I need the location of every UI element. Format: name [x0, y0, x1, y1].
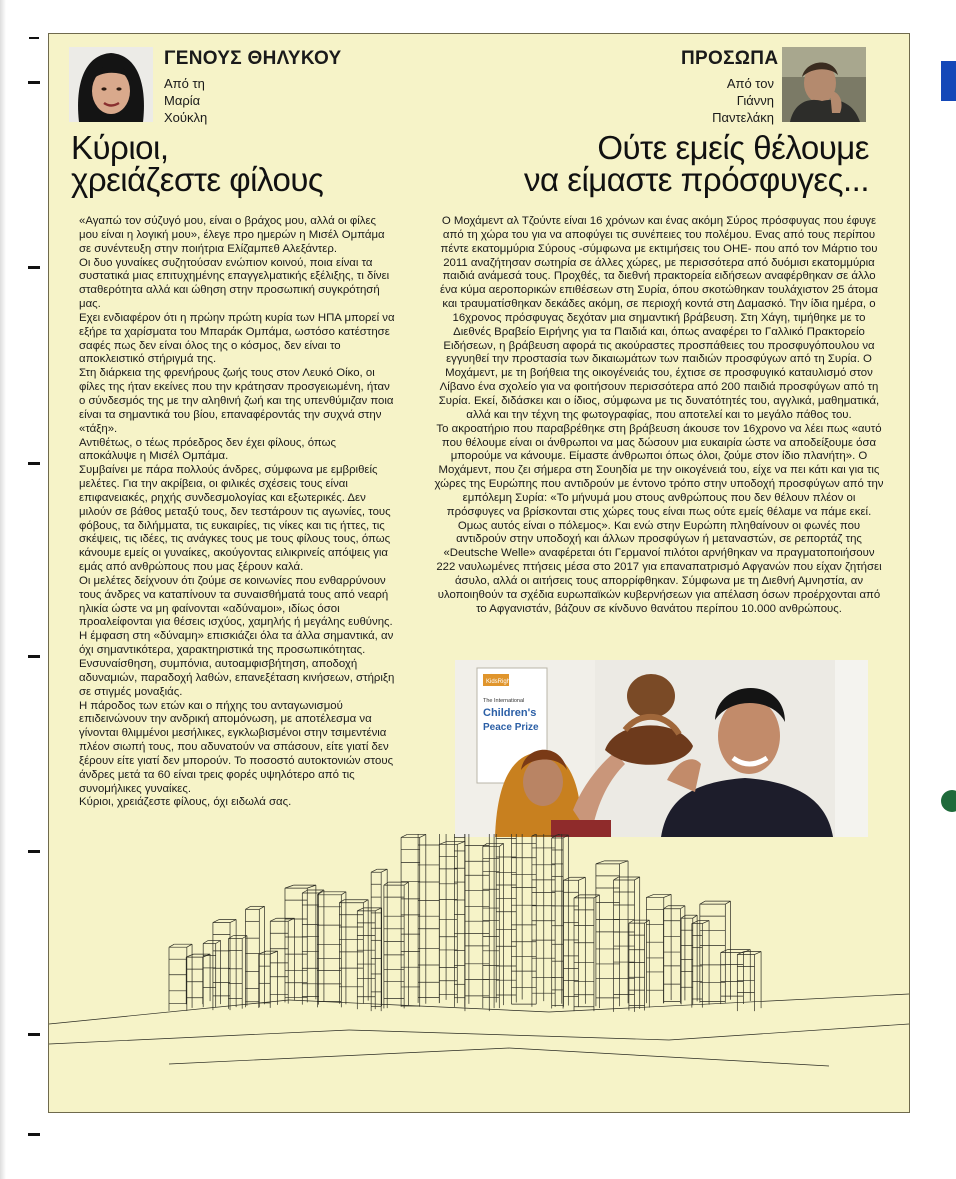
section-label-left: ΓΕΝΟΥΣ ΘΗΛΥΚΟΥ	[164, 48, 342, 69]
color-registration-dot	[941, 790, 956, 812]
crop-mark	[28, 1133, 40, 1136]
byline-right	[689, 75, 774, 126]
byline-line: Μαρία	[164, 93, 201, 108]
section-label-right: ΠΡΟΣΩΠΑ	[681, 48, 779, 69]
article-body-left	[79, 215, 395, 810]
crop-mark	[28, 462, 40, 465]
article-body-right	[434, 215, 884, 616]
newspaper-page	[48, 33, 910, 1113]
paragraph: Η πάροδος των ετών και ο πήχης του ανταγωνισμού επιδεινώνουν την ανδρική απομόνωση, με αποτέλεσμα να γίνονται θλιμμένοι μεσήλικες, εγκλωβισμένοι στην τσιμεντένια πλέον σιωπή τους, που αδυνατούν να σπάσουν, είτε γιατί δεν ξέρουν είτε γιατί δεν μπορούν. Το ποσοστό αυτοκτονιών στους άνδρες μετά τα 60 είναι τρεις φορές υψηλότερο από τις συνομήλικες γυναίκες.	[79, 699, 394, 795]
award-photo	[455, 660, 868, 837]
banner-line: Peace Prize	[483, 722, 539, 733]
byline-line: Χούκλη	[164, 110, 208, 125]
byline-line: Από τον	[726, 76, 774, 91]
headline-line: να είμαστε πρόσφυγες...	[524, 161, 869, 198]
byline-line: Παντελάκη	[712, 110, 774, 125]
headline-right	[409, 129, 869, 198]
paragraph: Συμβαίνει με πάρα πολλούς άνδρες, σύμφωνα με εμβριθείς μελέτες. Για την ακρίβεια, οι φιλικές σχέσεις τους είναι επιφανειακές, ρηχής συνδεσμολογίας και εξωτερικές. Δεν μιλούν σε βάθος μεταξύ τους, δεν τεστάρουν τις αγωνίες, τους φόβους, τα διλήμματα, τις ευκαιρίες, τις νίκες και τις ήττες, τις σκέψεις, τις ιδέες, τις ανάγκες τους με τους φίλους τους, όπως κάνουμε εμείς οι γυναίκες, ακούγοντας ειλικρινείς απόψεις για εμάς από ανθρώπους που μας ξέρουν καλά.	[79, 464, 391, 574]
crop-mark	[28, 1033, 40, 1036]
crop-mark	[29, 37, 39, 39]
crop-mark	[28, 81, 40, 84]
paragraph: Κύριοι, χρειάζεστε φίλους, όχι ειδωλά σας.	[79, 796, 292, 809]
paragraph: Η έμφαση στη «δύναμη» επισκιάζει όλα τα άλλα σημαντικά, αν όχι σημαντικότερα, χαρακτηριστικά της προσωπικότητας. Ενσυναίσθηση, συμπόνια, αυτοαμφισβήτηση, αποδοχή αδυναμιών, παραδοχή λαθών, επανεξέταση κινήσεων, στήριξη σε στιγμές μοναξιάς.	[79, 630, 395, 698]
headline-line: Κύριοι,	[71, 129, 169, 166]
byline-line: Από τη	[164, 76, 205, 91]
scan-edge-left	[0, 0, 6, 1179]
paragraph: Ο Μοχάμεντ αλ Τζούντε είναι 16 χρόνων και ένας ακόμη Σύρος πρόσφυγας που έφυγε από τη χώρα του για να αποφύγει τις συνέπειες του πολέμου. Ενας από τους περίπου πέντε εκατομμύρια Σύρους -σύμφωνα με εκτιμήσεις του ΟΗΕ- που από τον Μάρτιο του 2011 αναζήτησαν σωτηρία σε άλλες χώρες, με περισσότερα από δυόμισι εκατομμύρια παιδιά ανάμεσά τους. Προχθές, τα διεθνή πρακτορεία ειδήσεων αναφέρθηκαν σε άλλο ένα κύμα αεροπορικών επιθέσεων στη Συρία, όπου σκοτώθηκαν τουλάχιστον 25 άτομα και τραυματίσθηκαν δεκάδες ακόμη, σε περιοχή κοντά στη Δαμασκό. Την ίδια ημέρα, ο 16χρονος πρόσφυγας δεχόταν μια σημαντική βράβευση. Στη Χάγη, τιμήθηκε με το Διεθνές Βραβείο Ειρήνης για τα Παιδιά και, όπως αναφέρει το Γαλλικό Πρακτορείο Ειδήσεων, η βράβευση αφορά τις ακούραστες προσπάθειες του προσφυγόπουλου να εγγυηθεί την προστασία των δικαιωμάτων των παιδιών προσφύγων από τη Συρία. Ο Μοχάμεντ, με τη βοήθεια της οικογένειάς του, έχτισε σε προσφυγικό καταυλισμό στον Λίβανο ένα σχολείο για να φοιτήσουν περισσότερα από 200 παιδιά προσφύγων από τη Συρία. Εκεί, διδάσκει και ο ίδιος, σύμφωνα με τις δυνατότητές του, αγγλικά, μαθηματικά, αλλά και την τέχνη της φωτογραφίας, που αποτελεί και το μεγάλο πάθος του.	[438, 215, 880, 421]
paragraph: Εχει ενδιαφέρον ότι η πρώην πρώτη κυρία των ΗΠΑ μπορεί να εξήρε τα χαρίσματα του Μπαράκ Ομπάμα, ωστόσο κατέστησε σαφές πως δεν είναι όλος της ο κόσμος, δεν είναι το αποκλειστικό στήριγμά της.	[79, 311, 395, 366]
portrait-man-icon	[782, 47, 866, 122]
color-registration-tab	[941, 61, 956, 101]
city-skyline-drawing	[49, 834, 909, 1112]
crop-mark	[28, 655, 40, 658]
crop-mark	[28, 266, 40, 269]
portrait-woman-icon	[69, 47, 153, 122]
paragraph: Το ακροατήριο που παραβρέθηκε στη βράβευση άκουσε τον 16χρονο να λέει πως «αυτό που θέλουμε είναι οι άνθρωποι να μας δώσουν μια ευκαιρία ώστε να αποδείξουμε όσα μπορούμε να κάνουμε. Είμαστε άνθρωποι όπως όλοι, ζούμε στον ίδιο πλανήτη». Ο Μοχάμεντ, που ζει σήμερα στη Σουηδία με την οικογένειά του, είχε να πει κάτι και για τις χώρες της Ευρώπης που αντιδρούν με έντονο τρόπο στην υποδοχή προσφύγων από την εμπόλεμη Συρία: «Το μήνυμά μου στους ανθρώπους που δεν θέλουν πλέον οι πρόσφυγες να βρίσκονται στις χώρες τους είναι πως ούτε εμείς θέλαμε να πάμε εκεί. Ομως αυτός είναι ο πόλεμος». Και ενώ στην Ευρώπη πληθαίνουν οι φωνές που αντιδρούν στην υποδοχή και άλλων προσφύγων ή μεταναστών, σε ρεπορτάζ της «Deutsche Welle» αναφέρεται ότι Γερμανοί πιλότοι αρνήθηκαν να πραγματοποιήσουν 222 ναυλωμένες πτήσεις μέσα στο 2017 για επαναπατρισμό Αφγανών που είχαν ζητήσει άσυλο, αλλά οι αιτήσεις τους απορρίφθηκαν. Σύμφωνα με τη Διεθνή Αμνηστία, αν υλοποιηθούν τα σχέδια ευρωπαϊκών κυβερνήσεων για απέλαση όσων προέρχονται από το Αφγανιστάν, βάζουν σε κίνδυνο θανάτου περίπου 10.000 ανθρώπους.	[434, 422, 884, 615]
paragraph: Οι δυο γυναίκες συζητούσαν ενώπιον κοινού, ποια είναι τα συστατικά μιας επιτυχημένης επαγγελματικής εξέλιξης, τι δίνει σταθερότητα αλλά και ώθηση στην προσωπική συγκρότησή μας.	[79, 256, 390, 311]
byline-line: Γιάννη	[736, 93, 774, 108]
byline-left	[164, 75, 207, 126]
paragraph: Στη διάρκεια της φρενήρους ζωής τους στον Λευκό Οίκο, οι φίλες της ήταν εκείνες που την κράτησαν προσγειωμένη, ήταν ο σύνδεσμός της με την αληθινή ζωή και της υπενθύμιζαν ποια είναι τα σημαντικά του βίου, επαναφέροντάς την συχνά στην «τάξη».	[79, 367, 394, 435]
headline-left	[71, 129, 324, 198]
crop-mark	[28, 850, 40, 853]
banner-line: The International	[483, 698, 525, 704]
headline-line: Ούτε εμείς θέλουμε	[597, 129, 869, 166]
banner-top-text: KidsRights	[486, 679, 515, 685]
paragraph: Οι μελέτες δείχνουν ότι ζούμε σε κοινωνίες που ενθαρρύνουν τους άνδρες να καταπίνουν τα συναισθήματά τους από νεαρή ηλικία ώστε να μη φαίνονται «αδύναμοι», ιδίως όσοι προαλείφονται για θέσεις ισχύος, χαμηλής ή μεγάλης ευθύνης.	[79, 574, 393, 629]
paragraph: «Αγαπώ τον σύζυγό μου, είναι ο βράχος μου, αλλά οι φίλες μου είναι η λογική μου», έλεγε προ ημερών η Μισέλ Ομπάμα σε συνέντευξη στην ποιήτρια Ελίζαμπεθ Αλεξάντερ.	[79, 215, 385, 255]
banner-line: Children's	[483, 707, 537, 719]
headline-line: χρειάζεστε φίλους	[71, 161, 324, 198]
paragraph: Αντιθέτως, ο τέως πρόεδρος δεν έχει φίλους, όπως αποκάλυψε η Μισέλ Ομπάμα.	[79, 436, 336, 463]
